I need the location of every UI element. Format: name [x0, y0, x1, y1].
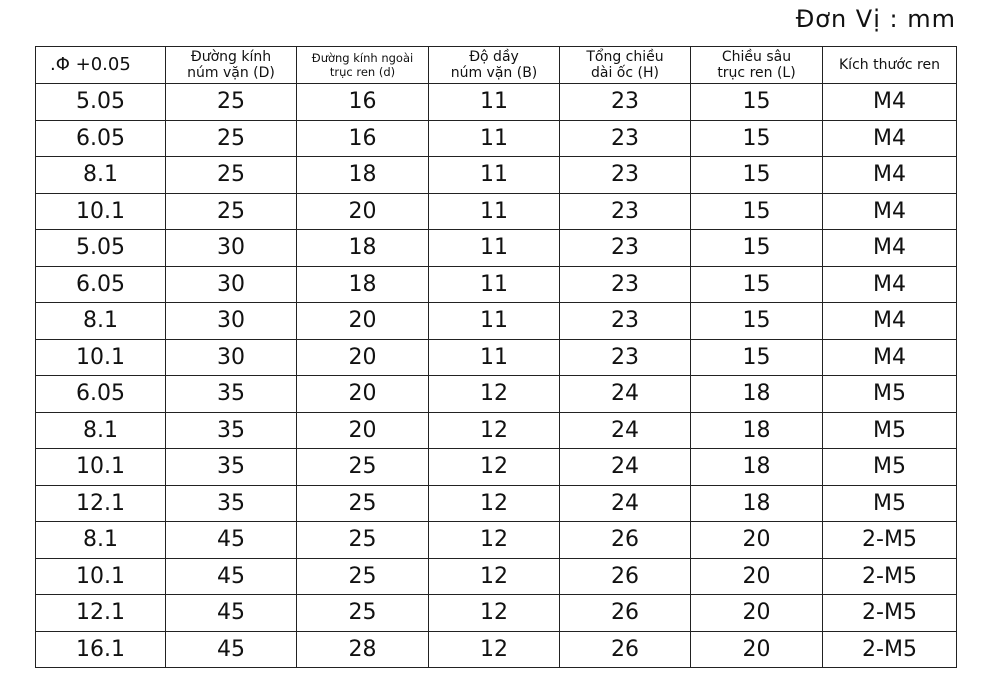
cell-shaft-outer-diameter: 16	[297, 84, 429, 121]
table-row	[36, 449, 957, 486]
table-row	[36, 522, 957, 559]
cell-total-length: 26	[560, 631, 691, 668]
cell-knob-thickness: 11	[429, 120, 560, 157]
header-row	[36, 47, 957, 84]
cell-shaft-outer-diameter: 16	[297, 120, 429, 157]
table-row	[36, 339, 957, 376]
cell-thread-size: M5	[823, 376, 957, 413]
table-row	[36, 595, 957, 632]
table-row	[36, 485, 957, 522]
cell-knob-diameter: 25	[166, 193, 297, 230]
cell-tolerance: 16.1	[36, 631, 166, 668]
cell-thread-size: 2-M5	[823, 631, 957, 668]
cell-thread-size: M4	[823, 157, 957, 194]
header-thread-depth: Chiều sâu trục ren (L)	[691, 47, 823, 84]
cell-thread-size: M4	[823, 230, 957, 267]
cell-thread-depth: 18	[691, 485, 823, 522]
cell-shaft-outer-diameter: 20	[297, 376, 429, 413]
cell-knob-diameter: 30	[166, 266, 297, 303]
cell-knob-thickness: 12	[429, 412, 560, 449]
cell-knob-thickness: 11	[429, 230, 560, 267]
dimension-table	[35, 46, 957, 668]
cell-knob-thickness: 11	[429, 84, 560, 121]
cell-shaft-outer-diameter: 18	[297, 266, 429, 303]
cell-thread-size: M4	[823, 120, 957, 157]
cell-thread-depth: 15	[691, 84, 823, 121]
cell-thread-size: 2-M5	[823, 522, 957, 559]
cell-thread-size: M5	[823, 485, 957, 522]
header-total-length: Tổng chiều dài ốc (H)	[560, 47, 691, 84]
header-tolerance: .Φ +0.05	[36, 47, 166, 84]
cell-tolerance: 10.1	[36, 449, 166, 486]
cell-knob-thickness: 11	[429, 339, 560, 376]
cell-thread-depth: 20	[691, 522, 823, 559]
cell-total-length: 23	[560, 84, 691, 121]
cell-total-length: 23	[560, 120, 691, 157]
cell-total-length: 26	[560, 558, 691, 595]
cell-shaft-outer-diameter: 25	[297, 485, 429, 522]
cell-thread-depth: 15	[691, 193, 823, 230]
cell-total-length: 23	[560, 339, 691, 376]
table-body	[36, 84, 957, 668]
cell-knob-thickness: 11	[429, 193, 560, 230]
cell-thread-size: M5	[823, 449, 957, 486]
cell-tolerance: 6.05	[36, 376, 166, 413]
cell-knob-diameter: 25	[166, 157, 297, 194]
cell-thread-depth: 15	[691, 120, 823, 157]
table-row	[36, 120, 957, 157]
cell-knob-thickness: 12	[429, 595, 560, 632]
cell-total-length: 26	[560, 522, 691, 559]
cell-thread-depth: 20	[691, 558, 823, 595]
cell-knob-diameter: 30	[166, 230, 297, 267]
cell-tolerance: 10.1	[36, 339, 166, 376]
table-row	[36, 631, 957, 668]
cell-thread-depth: 15	[691, 303, 823, 340]
cell-thread-size: M4	[823, 84, 957, 121]
cell-thread-depth: 20	[691, 631, 823, 668]
header-shaft-outer-diameter: Đường kính ngoài trục ren (d)	[297, 47, 429, 84]
cell-total-length: 23	[560, 266, 691, 303]
cell-knob-thickness: 12	[429, 376, 560, 413]
cell-total-length: 26	[560, 595, 691, 632]
cell-thread-size: 2-M5	[823, 558, 957, 595]
cell-total-length: 24	[560, 412, 691, 449]
cell-thread-size: M4	[823, 193, 957, 230]
cell-thread-depth: 20	[691, 595, 823, 632]
cell-shaft-outer-diameter: 25	[297, 522, 429, 559]
table-row	[36, 157, 957, 194]
cell-knob-diameter: 35	[166, 485, 297, 522]
cell-thread-size: M4	[823, 266, 957, 303]
cell-knob-diameter: 45	[166, 522, 297, 559]
cell-knob-diameter: 45	[166, 631, 297, 668]
cell-tolerance: 6.05	[36, 120, 166, 157]
cell-thread-depth: 18	[691, 412, 823, 449]
header-knob-diameter: Đường kính núm vặn (D)	[166, 47, 297, 84]
table-row	[36, 266, 957, 303]
cell-tolerance: 8.1	[36, 412, 166, 449]
cell-thread-size: M4	[823, 303, 957, 340]
cell-knob-diameter: 35	[166, 376, 297, 413]
cell-thread-size: 2-M5	[823, 595, 957, 632]
table-row	[36, 412, 957, 449]
cell-shaft-outer-diameter: 18	[297, 230, 429, 267]
cell-shaft-outer-diameter: 20	[297, 412, 429, 449]
cell-shaft-outer-diameter: 25	[297, 595, 429, 632]
header-thread-size: Kích thước ren	[823, 47, 957, 84]
cell-tolerance: 12.1	[36, 485, 166, 522]
cell-knob-thickness: 12	[429, 522, 560, 559]
cell-shaft-outer-diameter: 20	[297, 193, 429, 230]
cell-thread-depth: 15	[691, 157, 823, 194]
cell-total-length: 23	[560, 157, 691, 194]
cell-total-length: 23	[560, 193, 691, 230]
cell-thread-depth: 15	[691, 339, 823, 376]
unit-label: Đơn Vị : mm	[795, 5, 956, 33]
cell-total-length: 24	[560, 376, 691, 413]
cell-shaft-outer-diameter: 25	[297, 449, 429, 486]
cell-total-length: 23	[560, 230, 691, 267]
cell-thread-size: M5	[823, 412, 957, 449]
header-knob-thickness: Độ dầy núm vặn (B)	[429, 47, 560, 84]
cell-knob-thickness: 12	[429, 558, 560, 595]
cell-shaft-outer-diameter: 25	[297, 558, 429, 595]
cell-tolerance: 8.1	[36, 522, 166, 559]
table-row	[36, 230, 957, 267]
cell-thread-depth: 18	[691, 449, 823, 486]
cell-thread-depth: 18	[691, 376, 823, 413]
cell-total-length: 24	[560, 449, 691, 486]
cell-tolerance: 8.1	[36, 303, 166, 340]
table-row	[36, 558, 957, 595]
cell-shaft-outer-diameter: 28	[297, 631, 429, 668]
cell-tolerance: 6.05	[36, 266, 166, 303]
cell-knob-diameter: 30	[166, 339, 297, 376]
table-row	[36, 193, 957, 230]
cell-tolerance: 12.1	[36, 595, 166, 632]
cell-knob-thickness: 11	[429, 303, 560, 340]
table-row	[36, 84, 957, 121]
cell-total-length: 24	[560, 485, 691, 522]
cell-tolerance: 10.1	[36, 558, 166, 595]
cell-knob-thickness: 11	[429, 266, 560, 303]
table-row	[36, 303, 957, 340]
cell-knob-thickness: 11	[429, 157, 560, 194]
cell-thread-depth: 15	[691, 266, 823, 303]
cell-knob-thickness: 12	[429, 449, 560, 486]
cell-knob-thickness: 12	[429, 631, 560, 668]
cell-tolerance: 10.1	[36, 193, 166, 230]
cell-tolerance: 5.05	[36, 84, 166, 121]
cell-knob-diameter: 35	[166, 412, 297, 449]
cell-thread-size: M4	[823, 339, 957, 376]
cell-total-length: 23	[560, 303, 691, 340]
table-row	[36, 376, 957, 413]
cell-shaft-outer-diameter: 20	[297, 339, 429, 376]
cell-knob-diameter: 30	[166, 303, 297, 340]
cell-shaft-outer-diameter: 20	[297, 303, 429, 340]
cell-knob-diameter: 25	[166, 120, 297, 157]
cell-knob-thickness: 12	[429, 485, 560, 522]
cell-shaft-outer-diameter: 18	[297, 157, 429, 194]
cell-knob-diameter: 45	[166, 595, 297, 632]
cell-thread-depth: 15	[691, 230, 823, 267]
cell-knob-diameter: 35	[166, 449, 297, 486]
cell-knob-diameter: 45	[166, 558, 297, 595]
cell-tolerance: 8.1	[36, 157, 166, 194]
cell-knob-diameter: 25	[166, 84, 297, 121]
cell-tolerance: 5.05	[36, 230, 166, 267]
